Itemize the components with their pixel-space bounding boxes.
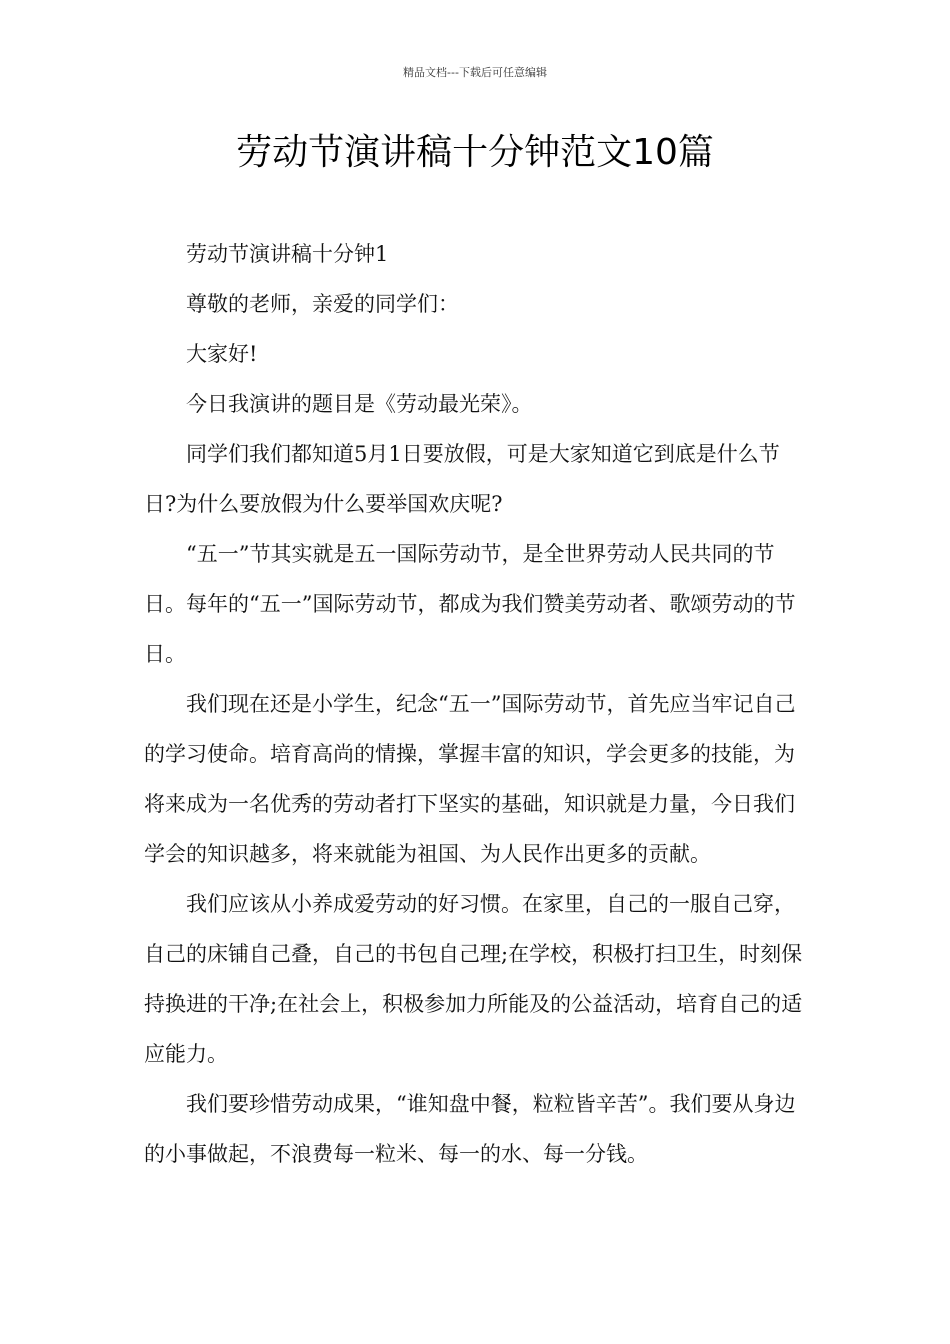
paragraph-greeting: 大家好!	[186, 342, 258, 366]
paragraph-salutation: 尊敬的老师，亲爱的同学们：	[186, 292, 459, 316]
document-body	[144, 229, 808, 1179]
paragraph-topic: 今日我演讲的题目是《劳动最光荣》。	[186, 392, 533, 416]
document-title: 劳动节演讲稿十分钟范文10篇	[236, 132, 714, 173]
paragraph: 同学们我们都知道5月1日要放假，可是大家知道它到底是什么节日?为什么要放假为什么要举国欢庆呢?	[144, 442, 780, 516]
paragraph: 我们应该从小养成爱劳动的好习惯。在家里，自己的一服自己穿，自己的床铺自己叠，自己的书包自己理;在学校，积极打扫卫生，时刻保持换进的干净;在社会上，积极参加力所能及的公益活动，培育自己的适应能力。	[144, 892, 803, 1066]
paragraph-section-heading: 劳动节演讲稿十分钟1	[186, 242, 389, 266]
paragraph: 我们现在还是小学生，纪念“五一”国际劳动节，首先应当牢记自己的学习使命。培育高尚的情操，掌握丰富的知识，学会更多的技能，为将来成为一名优秀的劳动者打下坚实的基础，知识就是力量，今日我们学会的知识越多，将来就能为祖国、为人民作出更多的贡献。	[144, 692, 796, 866]
paragraph: “五一”节其实就是五一国际劳动节，是全世界劳动人民共同的节日。每年的“五一”国际劳动节，都成为我们赞美劳动者、歌颂劳动的节日。	[144, 542, 796, 666]
paragraph: 我们要珍惜劳动成果，“谁知盘中餐，粒粒皆辛苦”。我们要从身边的小事做起，不浪费每一粒米、每一的水、每一分钱。	[144, 1092, 796, 1166]
header-note: 精品文档---下载后可任意编辑	[403, 66, 547, 79]
